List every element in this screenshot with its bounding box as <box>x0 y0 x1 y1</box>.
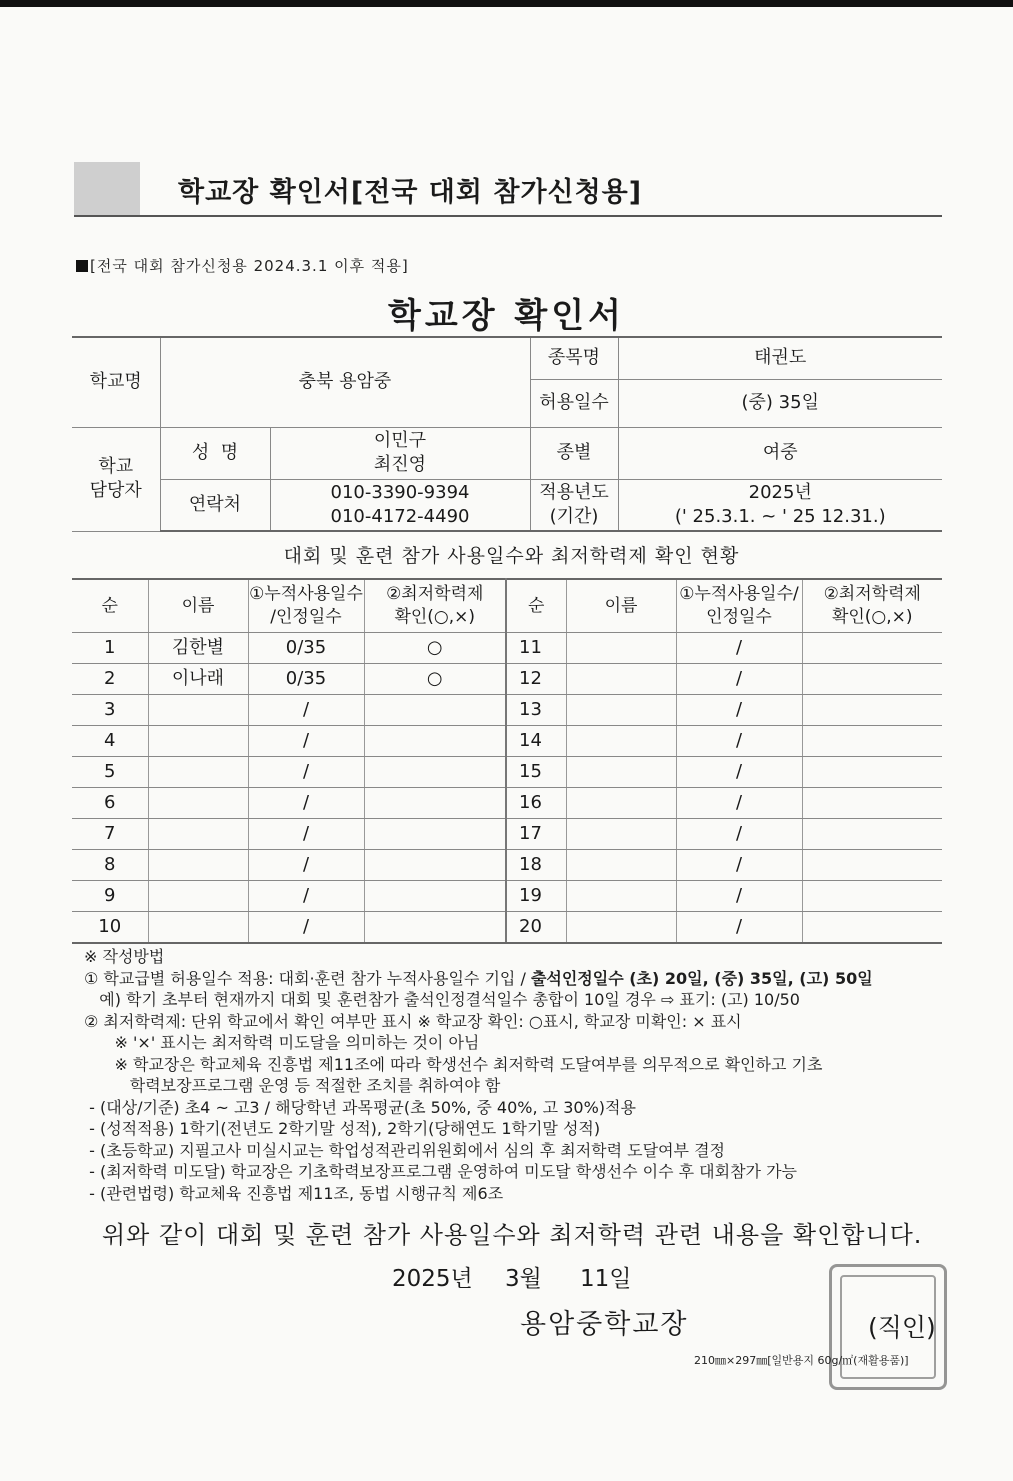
col-days-r-header-2: 인정일수 <box>706 607 772 627</box>
row-name-left <box>148 757 248 788</box>
row-check-right <box>802 788 942 819</box>
row-name-right <box>566 695 676 726</box>
col-check-header <box>364 579 506 633</box>
roster-row <box>72 788 942 819</box>
year-label <box>530 479 618 531</box>
note-8: - (성적적용) 1학기(전년도 2학기말 성적), 2학기(당해연도 1학기말 성적) <box>84 1119 601 1138</box>
col-name-r-header: 이름 <box>566 579 676 633</box>
year-value <box>618 479 942 531</box>
row-no-left: 3 <box>72 695 148 726</box>
header-rule <box>74 215 942 217</box>
notes-heading: ※ 작성방법 <box>84 947 165 966</box>
row-no-right: 13 <box>506 695 566 726</box>
contact-value <box>270 479 530 531</box>
row-name-right <box>566 664 676 695</box>
row-no-left: 7 <box>72 819 148 850</box>
row-no-left: 1 <box>72 633 148 664</box>
roster-row <box>72 726 942 757</box>
row-days-right: / <box>676 881 802 912</box>
date-year: 2025년 <box>392 1266 473 1292</box>
row-no-right: 14 <box>506 726 566 757</box>
row-check-left <box>364 850 506 881</box>
row-days-right: / <box>676 757 802 788</box>
row-name-left <box>148 788 248 819</box>
row-name-left <box>148 726 248 757</box>
school-label: 학교명 <box>72 337 160 427</box>
note-4: ※ '×' 표시는 최저학력 미도달을 의미하는 것이 아님 <box>84 1033 480 1052</box>
row-name-left: 김한별 <box>148 633 248 664</box>
section-title: 대회 및 훈련 참가 사용일수와 최저학력제 확인 현황 <box>283 545 740 567</box>
row-name-right <box>566 633 676 664</box>
roster-row <box>72 819 942 850</box>
date-month: 3월 <box>505 1266 542 1292</box>
doc-title: 학교장 확인서 <box>388 296 625 336</box>
row-check-right <box>802 819 942 850</box>
note-11: - (관련법령) 학교체육 진흥법 제11조, 동법 시행규칙 제6조 <box>84 1183 504 1203</box>
row-name-right <box>566 726 676 757</box>
row-days-left: 0/35 <box>248 664 364 695</box>
row-name-right <box>566 850 676 881</box>
date-day: 11일 <box>580 1266 632 1292</box>
top-bar <box>0 0 1013 7</box>
row-days-right: / <box>676 726 802 757</box>
row-name-right <box>566 819 676 850</box>
row-check-right <box>802 664 942 695</box>
row-days-right: / <box>676 633 802 664</box>
row-days-right: / <box>676 695 802 726</box>
square-bullet-icon <box>76 260 88 272</box>
col-days-header-1: ①누적사용일수 <box>249 584 363 604</box>
col-no-r-header: 순 <box>506 579 566 633</box>
confirm-statement: 위와 같이 대회 및 훈련 참가 사용일수와 최저학력 관련 내용을 확인합니다. <box>102 1221 923 1249</box>
row-days-left: / <box>248 695 364 726</box>
row-check-right <box>802 757 942 788</box>
row-days-left: 0/35 <box>248 633 364 664</box>
sub-note-text: [전국 대회 참가신청용 2024.3.1 이후 적용] <box>90 257 409 275</box>
roster-row <box>72 633 942 664</box>
row-check-left <box>364 881 506 912</box>
row-days-right: / <box>676 664 802 695</box>
roster-row <box>72 912 942 944</box>
note-10: - (최저학력 미도달) 학교장은 기초학력보장프로그램 운영하여 미도달 학생선수 이수 후 대회참가 가능 <box>84 1162 797 1181</box>
row-check-left: ○ <box>364 633 506 664</box>
roster-row <box>72 695 942 726</box>
col-days-header <box>248 579 364 633</box>
note-7: - (대상/기준) 초4 ~ 고3 / 해당학년 과목평균(초 50%, 중 40%, 고 30%)적용 <box>84 1097 636 1117</box>
roster-row <box>72 850 942 881</box>
note-9: - (초등학교) 지필고사 미실시교는 학업성적관리위원회에서 심의 후 최저학력 도달여부 결정 <box>84 1140 725 1160</box>
contact-label: 연락처 <box>160 479 270 531</box>
row-no-left: 10 <box>72 912 148 944</box>
row-days-left: / <box>248 819 364 850</box>
note-5: ※ 학교장은 학교체육 진흥법 제11조에 따라 학생선수 최저학력 도달여부를 의무적으로 확인하고 기초 <box>84 1054 823 1074</box>
row-no-left: 8 <box>72 850 148 881</box>
col-check-header-1: ②최저학력제 <box>386 584 484 604</box>
row-days-left: / <box>248 726 364 757</box>
roster-row <box>72 757 942 788</box>
row-check-left <box>364 695 506 726</box>
row-check-left <box>364 819 506 850</box>
info-table <box>72 336 942 532</box>
header-gray-block <box>74 162 140 216</box>
notes-section <box>84 946 954 1204</box>
year-value-2: (' 25.3.1. ~ ' 25 12.31.) <box>674 505 886 527</box>
row-days-right: / <box>676 850 802 881</box>
row-name-left: 이나래 <box>148 664 248 695</box>
col-check-header-2: 확인(○,×) <box>394 607 476 627</box>
allowed-label: 허용일수 <box>530 379 618 427</box>
roster-row <box>72 664 942 695</box>
name-value <box>270 427 530 479</box>
event-label: 종목명 <box>530 337 618 379</box>
row-check-right <box>802 695 942 726</box>
row-no-left: 9 <box>72 881 148 912</box>
row-no-left: 6 <box>72 788 148 819</box>
row-check-right <box>802 726 942 757</box>
row-no-right: 20 <box>506 912 566 944</box>
manager-label <box>72 427 160 531</box>
row-check-right <box>802 633 942 664</box>
event-value: 태권도 <box>618 337 942 379</box>
contact-value-1: 010-3390-9394 <box>330 481 470 503</box>
contact-value-2: 010-4172-4490 <box>330 505 470 527</box>
note-6: 학력보장프로그램 운영 등 적절한 조치를 취하여야 함 <box>84 1076 501 1095</box>
row-no-right: 17 <box>506 819 566 850</box>
roster-row <box>72 881 942 912</box>
name-value-1: 이민구 <box>373 430 427 451</box>
row-check-left <box>364 912 506 944</box>
row-name-left <box>148 850 248 881</box>
row-days-left: / <box>248 850 364 881</box>
col-check-r-header-2: 확인(○,×) <box>831 607 913 627</box>
allowed-value: (중) 35일 <box>618 379 942 427</box>
paper-spec-footer: 210㎜×297㎜[일반용지 60g/㎡(재활용품)] <box>694 1354 909 1367</box>
row-no-right: 16 <box>506 788 566 819</box>
row-name-left <box>148 819 248 850</box>
sub-note <box>76 255 409 276</box>
col-no-header: 순 <box>72 579 148 633</box>
row-check-left <box>364 788 506 819</box>
manager-label-1: 학교 <box>98 456 134 477</box>
row-check-right <box>802 881 942 912</box>
col-days-header-2: /인정일수 <box>270 607 342 627</box>
row-no-left: 5 <box>72 757 148 788</box>
roster-header-row <box>72 579 942 633</box>
roster-table <box>72 578 942 944</box>
row-days-left: / <box>248 757 364 788</box>
row-name-right <box>566 757 676 788</box>
name-label: 성 명 <box>160 427 270 479</box>
row-name-left <box>148 881 248 912</box>
year-value-1: 2025년 <box>748 481 812 503</box>
col-days-r-header <box>676 579 802 633</box>
row-days-right: / <box>676 788 802 819</box>
header-title: 학교장 확인서[전국 대회 참가신청용] <box>178 177 643 208</box>
row-name-right <box>566 788 676 819</box>
category-label: 종별 <box>530 427 618 479</box>
row-no-right: 12 <box>506 664 566 695</box>
row-days-left: / <box>248 788 364 819</box>
manager-label-2: 담당자 <box>89 480 142 501</box>
row-no-right: 18 <box>506 850 566 881</box>
note-1-bold: 출석인정일수 (초) 20일, (중) 35일, (고) 50일 <box>530 968 873 988</box>
col-name-header: 이름 <box>148 579 248 633</box>
year-label-2: (기간) <box>549 505 599 527</box>
note-1-text: ① 학교급별 허용일수 적용: 대회·훈련 참가 누적사용일수 기입 / <box>84 968 531 988</box>
row-no-right: 19 <box>506 881 566 912</box>
row-check-right <box>802 912 942 944</box>
row-check-right <box>802 850 942 881</box>
col-check-r-header <box>802 579 942 633</box>
row-days-left: / <box>248 881 364 912</box>
note-2: 예) 학기 초부터 현재까지 대회 및 훈련참가 출석인정결석일수 총합이 10일 경우 ⇨ 표기: (고) 10/50 <box>84 990 800 1009</box>
row-no-left: 4 <box>72 726 148 757</box>
col-check-r-header-1: ②최저학력제 <box>823 584 921 604</box>
year-label-1: 적용년도 <box>539 481 609 503</box>
principal-name: 용암중학교장 <box>520 1309 689 1340</box>
category-value: 여중 <box>618 427 942 479</box>
row-check-left <box>364 726 506 757</box>
row-name-right <box>566 912 676 944</box>
school-value: 충북 용암중 <box>160 337 530 427</box>
row-days-left: / <box>248 912 364 944</box>
row-no-right: 15 <box>506 757 566 788</box>
row-days-right: / <box>676 912 802 944</box>
note-1 <box>84 968 954 990</box>
row-no-left: 2 <box>72 664 148 695</box>
row-name-left <box>148 695 248 726</box>
row-no-right: 11 <box>506 633 566 664</box>
row-check-left <box>364 757 506 788</box>
row-name-right <box>566 881 676 912</box>
name-value-2: 최진영 <box>373 454 427 475</box>
stamp-label: (직인) <box>868 1313 936 1342</box>
row-name-left <box>148 912 248 944</box>
row-days-right: / <box>676 819 802 850</box>
row-check-left: ○ <box>364 664 506 695</box>
col-days-r-header-1: ①누적사용일수/ <box>679 584 799 604</box>
note-3: ② 최저학력제: 단위 학교에서 확인 여부만 표시 ※ 학교장 확인: ○표시, 학교장 미확인: × 표시 <box>84 1011 742 1031</box>
